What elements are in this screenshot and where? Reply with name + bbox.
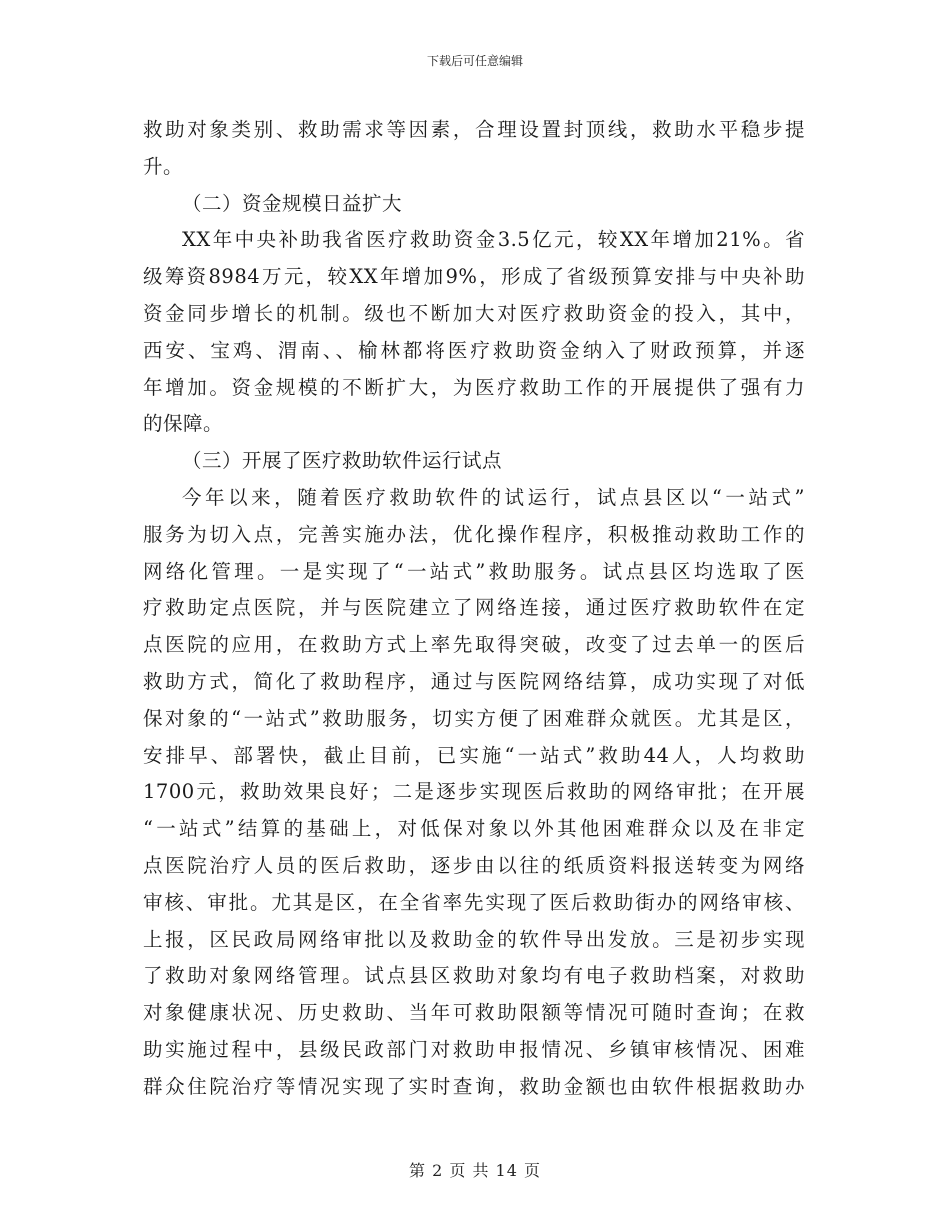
paragraph-first-line: XX年中央补助我省医疗救助资金3.5亿元，较XX年增加21%。省 xyxy=(182,228,805,252)
body-line: 级筹资8984万元，较XX年增加9%，形成了省级预算安排与中央补助 xyxy=(143,265,805,289)
body-line: 上报，区民政局网络审批以及救助金的软件导出发放。三是初步实现 xyxy=(143,927,805,951)
body-line: 群众住院治疗等情况实现了实时查询，救助金额也由软件根据救助办 xyxy=(143,1074,805,1098)
body-line: 西安、宝鸡、渭南、、榆林都将医疗救助资金纳入了财政预算，并逐 xyxy=(143,338,805,362)
paragraph-first-line: 今年以来，随着医疗救助软件的试运行，试点县区以“一站式” xyxy=(182,485,805,509)
body-line: 了救助对象网络管理。试点县区救助对象均有电子救助档案，对救助 xyxy=(143,964,805,988)
body-line: 保对象的“一站式”救助服务，切实方便了困难群众就医。尤其是区， xyxy=(143,706,805,730)
body-line: 救助方式，简化了救助程序，通过与医院网络结算，成功实现了对低 xyxy=(143,669,805,693)
body-line: 审核、审批。尤其是区，在全省率先实现了医后救助街办的网络审核、 xyxy=(143,890,805,914)
body-line: 点医院治疗人员的医后救助，逐步由以往的纸质资料报送转变为网络 xyxy=(143,853,805,877)
section-heading: （二）资金规模日益扩大 xyxy=(182,191,403,215)
body-line: 服务为切入点，完善实施办法，优化操作程序，积极推动救助工作的 xyxy=(143,522,805,546)
document-body xyxy=(143,112,805,1106)
body-line: 救助对象类别、救助需求等因素，合理设置封顶线，救助水平稳步提 xyxy=(143,118,805,141)
body-line: 资金同步增长的机制。级也不断加大对医疗救助资金的投入，其中， xyxy=(143,301,805,325)
body-line: 升。 xyxy=(143,154,184,178)
body-line: 疗救助定点医院，并与医院建立了网络连接，通过医疗救助软件在定 xyxy=(143,596,805,620)
body-line: 1700元，救助效果良好；二是逐步实现医后救助的网络审批；在开展 xyxy=(143,780,805,804)
body-line: “一站式”结算的基础上，对低保对象以外其他困难群众以及在非定 xyxy=(143,817,805,841)
body-line: 安排早、部署快，截止目前，已实施“一站式”救助44人，人均救助 xyxy=(143,743,805,767)
header-note: 下载后可任意编辑 xyxy=(426,54,523,68)
body-line: 网络化管理。一是实现了“一站式”救助服务。试点县区均选取了医 xyxy=(143,559,805,583)
body-line: 的保障。 xyxy=(143,412,224,436)
body-line: 点医院的应用，在救助方式上率先取得突破，改变了过去单一的医后 xyxy=(143,633,805,657)
body-line: 助实施过程中，县级民政部门对救助申报情况、乡镇审核情况、困难 xyxy=(143,1037,805,1061)
body-line: 对象健康状况、历史救助、当年可救助限额等情况可随时查询；在救 xyxy=(143,1001,805,1025)
section-heading: （三）开展了医疗救助软件运行试点 xyxy=(182,449,503,473)
page-number-footer: 第 2 页 共 14 页 xyxy=(409,1161,541,1180)
body-line: 年增加。资金规模的不断扩大，为医疗救助工作的开展提供了强有力 xyxy=(143,375,805,399)
